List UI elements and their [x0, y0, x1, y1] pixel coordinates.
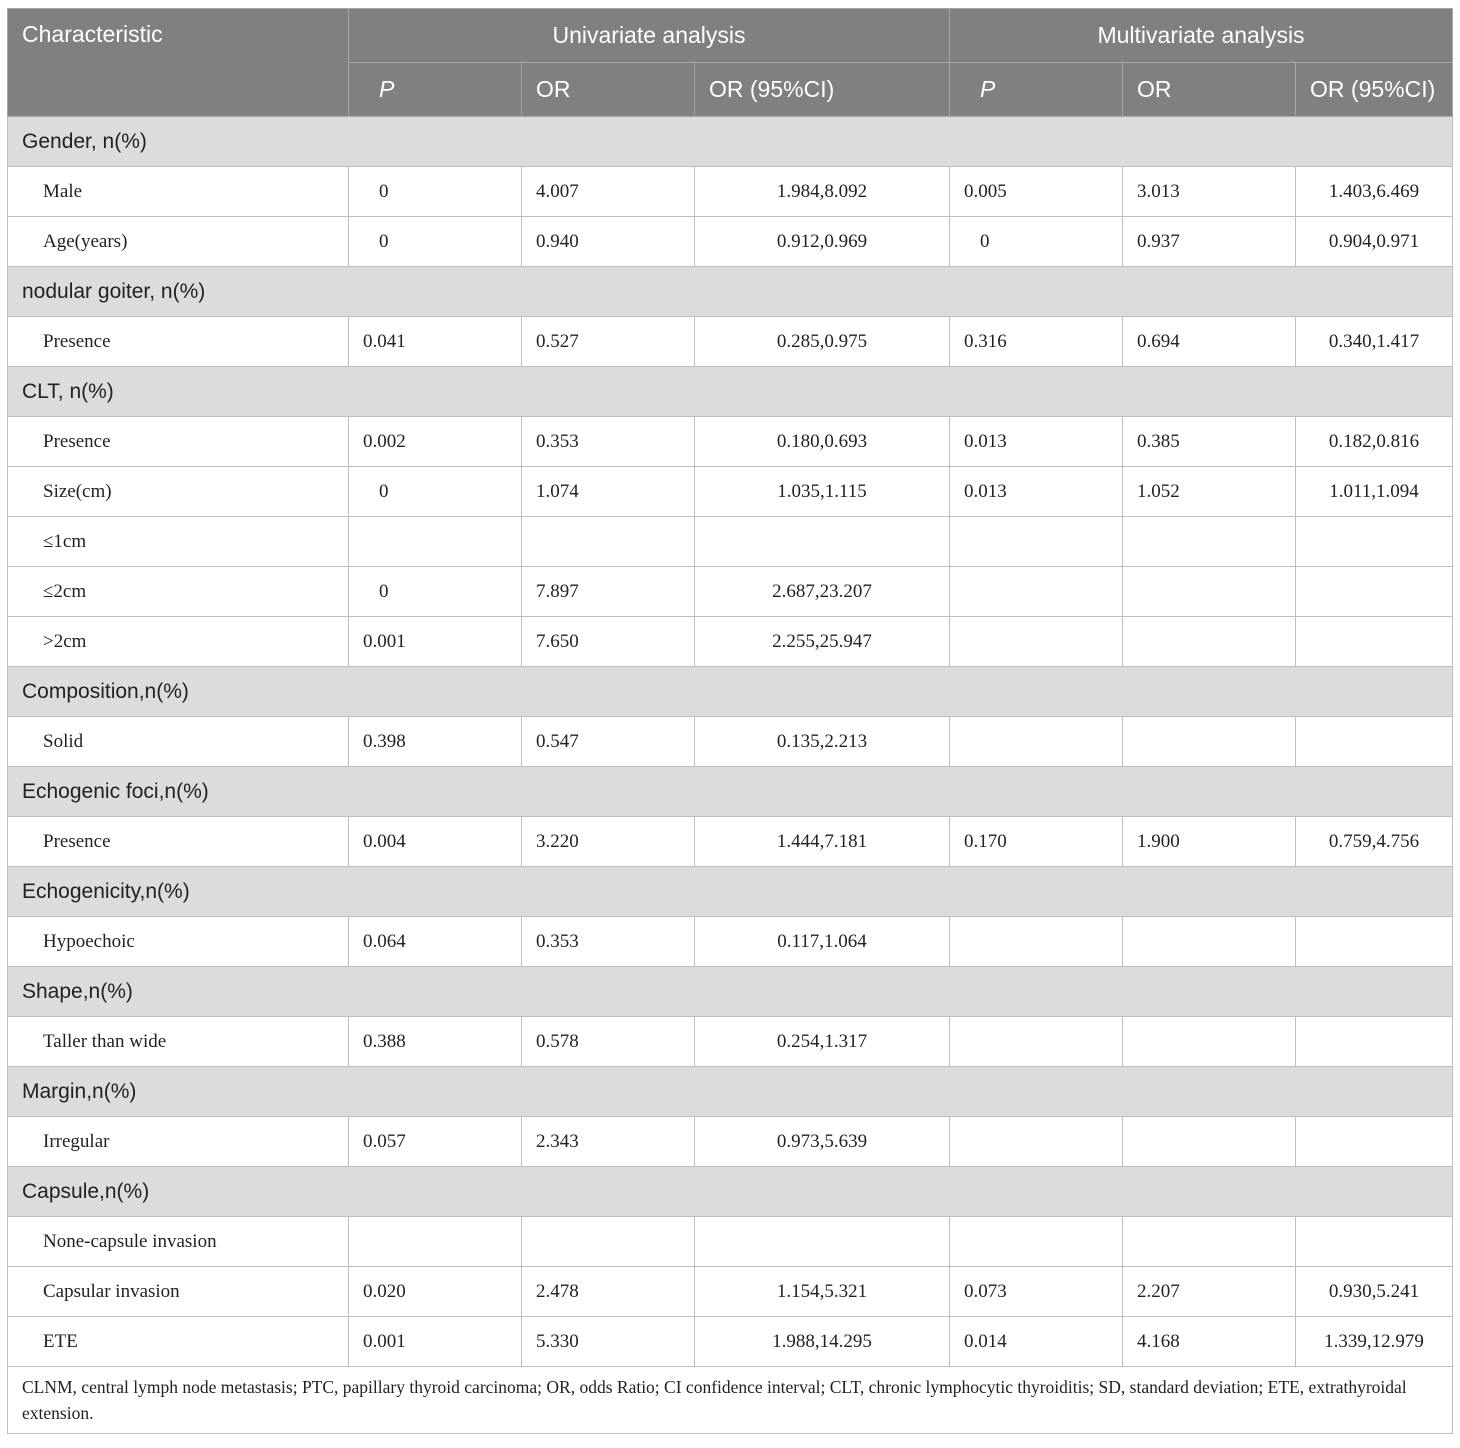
table-row	[8, 1017, 1453, 1067]
uni-p-cell: 0.398	[349, 717, 522, 767]
table-row	[8, 917, 1453, 967]
table-row	[8, 217, 1453, 267]
multi-p-cell: 0.005	[950, 167, 1123, 217]
multi-p-cell	[950, 1117, 1123, 1167]
multi-or-cell: 4.168	[1123, 1317, 1296, 1367]
uni-ci-cell: 0.973,5.639	[695, 1117, 950, 1167]
multi-ci-cell	[1296, 517, 1453, 567]
uni-or-cell: 7.897	[522, 567, 695, 617]
uni-or-header: OR	[522, 63, 695, 117]
uni-ci-cell: 0.254,1.317	[695, 1017, 950, 1067]
regression-table	[7, 8, 1453, 1434]
multi-or-cell	[1123, 1117, 1296, 1167]
row-label: >2cm	[8, 617, 349, 667]
table-row	[8, 1117, 1453, 1167]
uni-or-cell: 4.007	[522, 167, 695, 217]
uni-p-cell: 0	[349, 567, 522, 617]
uni-or-cell: 0.353	[522, 917, 695, 967]
uni-or-cell: 1.074	[522, 467, 695, 517]
multi-or-cell: 0.385	[1123, 417, 1296, 467]
uni-ci-cell	[695, 517, 950, 567]
table-row	[8, 1217, 1453, 1267]
uni-p-cell: 0	[349, 217, 522, 267]
row-label: ≤2cm	[8, 567, 349, 617]
multi-p-cell: 0.013	[950, 467, 1123, 517]
multi-ci-cell: 1.403,6.469	[1296, 167, 1453, 217]
uni-ci-cell: 2.255,25.947	[695, 617, 950, 667]
multi-ci-cell: 0.759,4.756	[1296, 817, 1453, 867]
univariate-header: Univariate analysis	[349, 9, 950, 63]
section-label: Gender, n(%)	[8, 117, 1453, 167]
uni-or-cell: 5.330	[522, 1317, 695, 1367]
uni-ci-cell: 0.117,1.064	[695, 917, 950, 967]
uni-p-cell: 0	[349, 467, 522, 517]
multi-p-cell	[950, 567, 1123, 617]
table-row	[8, 1267, 1453, 1317]
row-label: Hypoechoic	[8, 917, 349, 967]
section-row	[8, 867, 1453, 917]
uni-ci-cell: 2.687,23.207	[695, 567, 950, 617]
section-row	[8, 267, 1453, 317]
table-row	[8, 817, 1453, 867]
table-row	[8, 617, 1453, 667]
uni-or-cell	[522, 1217, 695, 1267]
multi-p-cell: 0.316	[950, 317, 1123, 367]
uni-p-cell: 0.001	[349, 617, 522, 667]
multi-p-cell: 0.014	[950, 1317, 1123, 1367]
multi-or-cell	[1123, 617, 1296, 667]
multi-ci-cell: 1.011,1.094	[1296, 467, 1453, 517]
multi-or-cell	[1123, 717, 1296, 767]
row-label: Irregular	[8, 1117, 349, 1167]
section-row	[8, 1067, 1453, 1117]
multi-or-cell	[1123, 917, 1296, 967]
table-row	[8, 467, 1453, 517]
uni-or-cell: 7.650	[522, 617, 695, 667]
multi-ci-cell	[1296, 917, 1453, 967]
row-label: Solid	[8, 717, 349, 767]
uni-or-cell	[522, 517, 695, 567]
row-label: Presence	[8, 417, 349, 467]
multi-or-cell: 1.052	[1123, 467, 1296, 517]
uni-ci-header: OR (95%CI)	[695, 63, 950, 117]
multivariate-header: Multivariate analysis	[950, 9, 1453, 63]
section-label: Echogenicity,n(%)	[8, 867, 1453, 917]
uni-ci-cell: 0.180,0.693	[695, 417, 950, 467]
uni-or-cell: 3.220	[522, 817, 695, 867]
uni-ci-cell: 1.984,8.092	[695, 167, 950, 217]
multi-p-cell	[950, 1017, 1123, 1067]
uni-p-cell: 0	[349, 167, 522, 217]
table-header	[8, 9, 1453, 117]
uni-p-cell: 0.388	[349, 1017, 522, 1067]
uni-p-cell: 0.057	[349, 1117, 522, 1167]
multi-or-cell	[1123, 567, 1296, 617]
row-label: Capsular invasion	[8, 1267, 349, 1317]
multi-ci-cell: 0.340,1.417	[1296, 317, 1453, 367]
uni-ci-cell: 1.444,7.181	[695, 817, 950, 867]
section-label: Margin,n(%)	[8, 1067, 1453, 1117]
uni-or-cell: 0.353	[522, 417, 695, 467]
uni-p-header: P	[349, 63, 522, 117]
uni-or-cell: 0.578	[522, 1017, 695, 1067]
multi-or-cell: 2.207	[1123, 1267, 1296, 1317]
multi-or-cell	[1123, 517, 1296, 567]
section-row	[8, 667, 1453, 717]
uni-ci-cell: 0.285,0.975	[695, 317, 950, 367]
row-label: Presence	[8, 317, 349, 367]
multi-ci-cell	[1296, 1217, 1453, 1267]
multi-ci-cell: 0.182,0.816	[1296, 417, 1453, 467]
multi-p-cell	[950, 617, 1123, 667]
uni-p-cell: 0.064	[349, 917, 522, 967]
uni-p-cell: 0.002	[349, 417, 522, 467]
uni-p-cell: 0.004	[349, 817, 522, 867]
multi-ci-header: OR (95%CI)	[1296, 63, 1453, 117]
uni-or-cell: 0.527	[522, 317, 695, 367]
section-row	[8, 1167, 1453, 1217]
row-label: Presence	[8, 817, 349, 867]
multi-p-cell	[950, 1217, 1123, 1267]
uni-ci-cell: 1.154,5.321	[695, 1267, 950, 1317]
uni-or-cell: 0.547	[522, 717, 695, 767]
section-row	[8, 767, 1453, 817]
uni-ci-cell	[695, 1217, 950, 1267]
row-label: None-capsule invasion	[8, 1217, 349, 1267]
section-label: Composition,n(%)	[8, 667, 1453, 717]
uni-p-cell: 0.041	[349, 317, 522, 367]
row-label: ≤1cm	[8, 517, 349, 567]
multi-or-cell: 1.900	[1123, 817, 1296, 867]
multi-p-cell: 0	[950, 217, 1123, 267]
multi-ci-cell: 0.930,5.241	[1296, 1267, 1453, 1317]
uni-p-cell	[349, 517, 522, 567]
uni-p-cell	[349, 1217, 522, 1267]
multi-p-cell	[950, 517, 1123, 567]
uni-or-cell: 2.343	[522, 1117, 695, 1167]
uni-or-cell: 0.940	[522, 217, 695, 267]
uni-ci-cell: 0.135,2.213	[695, 717, 950, 767]
multi-or-header: OR	[1123, 63, 1296, 117]
section-row	[8, 117, 1453, 167]
table-container	[7, 8, 1452, 1434]
multi-ci-cell	[1296, 717, 1453, 767]
uni-p-cell: 0.001	[349, 1317, 522, 1367]
multi-p-cell: 0.170	[950, 817, 1123, 867]
row-label: Male	[8, 167, 349, 217]
section-label: CLT, n(%)	[8, 367, 1453, 417]
section-label: nodular goiter, n(%)	[8, 267, 1453, 317]
multi-or-cell: 0.694	[1123, 317, 1296, 367]
multi-or-cell: 3.013	[1123, 167, 1296, 217]
row-label: Taller than wide	[8, 1017, 349, 1067]
multi-ci-cell	[1296, 1117, 1453, 1167]
uni-or-cell: 2.478	[522, 1267, 695, 1317]
multi-ci-cell	[1296, 567, 1453, 617]
table-row	[8, 317, 1453, 367]
table-row	[8, 417, 1453, 467]
uni-ci-cell: 0.912,0.969	[695, 217, 950, 267]
section-label: Echogenic foci,n(%)	[8, 767, 1453, 817]
multi-p-header: P	[950, 63, 1123, 117]
section-row	[8, 367, 1453, 417]
multi-p-cell: 0.013	[950, 417, 1123, 467]
uni-ci-cell: 1.035,1.115	[695, 467, 950, 517]
table-row	[8, 567, 1453, 617]
row-label: Age(years)	[8, 217, 349, 267]
multi-ci-cell: 1.339,12.979	[1296, 1317, 1453, 1367]
row-label: Size(cm)	[8, 467, 349, 517]
multi-p-cell: 0.073	[950, 1267, 1123, 1317]
characteristic-header: Characteristic	[8, 9, 349, 117]
row-label: ETE	[8, 1317, 349, 1367]
multi-ci-cell: 0.904,0.971	[1296, 217, 1453, 267]
multi-ci-cell	[1296, 1017, 1453, 1067]
section-label: Capsule,n(%)	[8, 1167, 1453, 1217]
uni-p-cell: 0.020	[349, 1267, 522, 1317]
multi-ci-cell	[1296, 617, 1453, 667]
multi-p-cell	[950, 717, 1123, 767]
multi-p-cell	[950, 917, 1123, 967]
table-row	[8, 167, 1453, 217]
table-body	[8, 117, 1453, 1367]
section-row	[8, 967, 1453, 1017]
section-label: Shape,n(%)	[8, 967, 1453, 1017]
uni-ci-cell: 1.988,14.295	[695, 1317, 950, 1367]
table-row	[8, 717, 1453, 767]
multi-or-cell	[1123, 1217, 1296, 1267]
table-row	[8, 1317, 1453, 1367]
table-row	[8, 517, 1453, 567]
table-footnote: CLNM, central lymph node metastasis; PTC, papillary thyroid carcinoma; OR, odds Ratio; CI confidence interval; CLT, chronic lymphocytic thyroiditis; SD, standard deviation; ETE, extrathyroidal extension.	[8, 1367, 1453, 1434]
multi-or-cell: 0.937	[1123, 217, 1296, 267]
multi-or-cell	[1123, 1017, 1296, 1067]
